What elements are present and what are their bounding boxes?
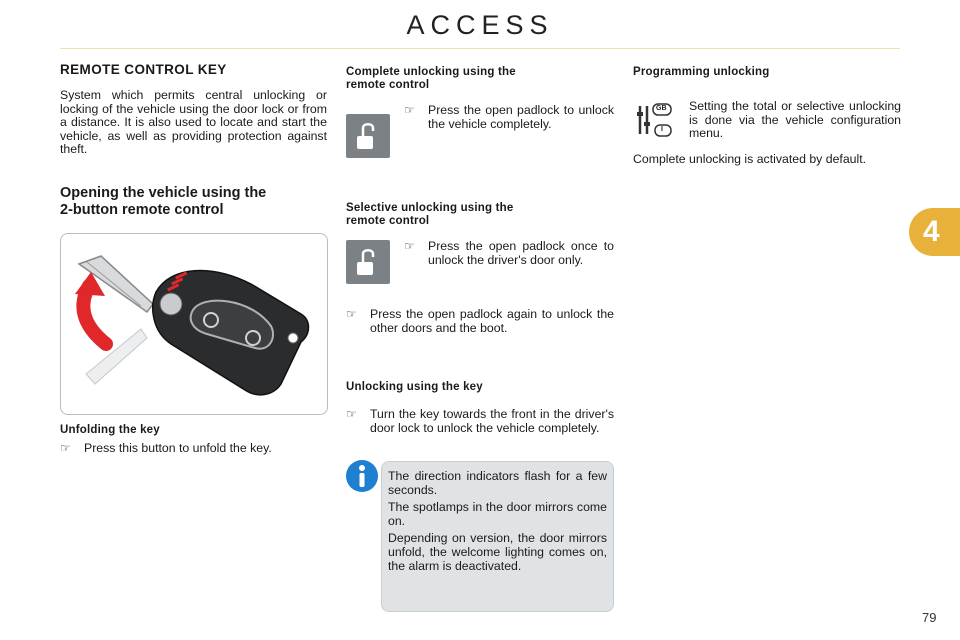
configuration-menu-icon <box>633 100 689 144</box>
heading-key-unlocking: Unlocking using the key <box>346 381 483 394</box>
info-icon <box>346 460 378 492</box>
again-unlock-bullet <box>346 308 614 335</box>
bullet-hand-icon: ☞ <box>346 307 357 321</box>
heading-programming-unlocking: Programming unlocking <box>633 66 770 78</box>
key-unlock-bullet <box>346 408 614 435</box>
bullet-hand-icon: ☞ <box>346 407 357 422</box>
column-unlocking <box>346 66 614 435</box>
complete-unlock-text: Press the open padlock to unlock the vehicle completely. <box>428 103 614 131</box>
open-padlock-icon <box>346 240 390 284</box>
page-title: ACCESS <box>406 10 554 40</box>
heading-selective-line1: Selective unlocking using the <box>346 202 514 214</box>
subheading-line2: 2-button remote control <box>60 201 224 218</box>
open-padlock-icon <box>346 114 390 158</box>
info-box <box>381 461 614 612</box>
menu-icon-label-top: GB <box>656 105 667 112</box>
section-heading-remote-control-key: REMOTE CONTROL KEY <box>60 62 227 77</box>
chapter-tab[interactable] <box>909 208 960 256</box>
bullet-hand-icon: ☞ <box>404 239 415 253</box>
info-paragraph-2: The spotlamps in the door mirrors come on. <box>388 500 607 528</box>
column-remote-control-key <box>60 62 327 219</box>
intro-paragraph: System which permits central unlocking or locking of the vehicle using the door lock or from a distance. It is also used to locate and start the vehicle, as well as providing protection against theft. <box>60 88 327 157</box>
subheading-line1: Opening the vehicle using the <box>60 184 267 201</box>
remote-key-image <box>61 234 328 415</box>
heading-selective-line2: remote control <box>346 215 430 227</box>
page-number: 79 <box>922 610 937 625</box>
unfold-section <box>60 424 327 456</box>
unfold-bullet <box>60 442 327 456</box>
heading-selective-unlocking <box>346 202 614 228</box>
column-programming <box>633 66 901 167</box>
again-unlock-text: Press the open padlock again to unlock the other doors and the boot. <box>370 307 614 335</box>
heading-complete-line2: remote control <box>346 79 430 91</box>
selective-unlock-bullet <box>404 240 614 288</box>
default-text: Complete unlocking is activated by default. <box>633 152 867 166</box>
heading-complete-line1: Complete unlocking using the <box>346 66 516 78</box>
heading-complete-unlocking <box>346 66 614 92</box>
complete-unlock-row <box>346 104 614 176</box>
header-divider <box>60 48 900 49</box>
bullet-hand-icon: ☞ <box>60 441 71 455</box>
subheading-opening-vehicle <box>60 185 327 219</box>
key-illustration <box>60 233 328 415</box>
menu-icon-label-bottom: I <box>661 126 663 133</box>
selective-unlock-text: Press the open padlock once to unlock the driver's door only. <box>428 239 614 267</box>
programming-row <box>633 100 901 144</box>
complete-unlock-bullet <box>404 104 614 176</box>
chapter-number: 4 <box>923 215 940 248</box>
info-paragraph-3: Depending on version, the door mirrors unfold, the welcome lighting comes on, the alarm is deactivated. <box>388 531 607 573</box>
unfold-heading: Unfolding the key <box>60 424 160 436</box>
key-unlock-text: Turn the key towards the front in the driver's door lock to unlock the vehicle completely. <box>370 407 614 435</box>
programming-text: Setting the total or selective unlocking is done via the vehicle configuration menu. <box>689 99 901 141</box>
info-paragraph-1: The direction indicators flash for a few seconds. <box>388 469 607 497</box>
selective-unlock-row <box>346 240 614 288</box>
bullet-hand-icon: ☞ <box>404 103 415 117</box>
unfold-bullet-text: Press this button to unfold the key. <box>84 441 272 455</box>
